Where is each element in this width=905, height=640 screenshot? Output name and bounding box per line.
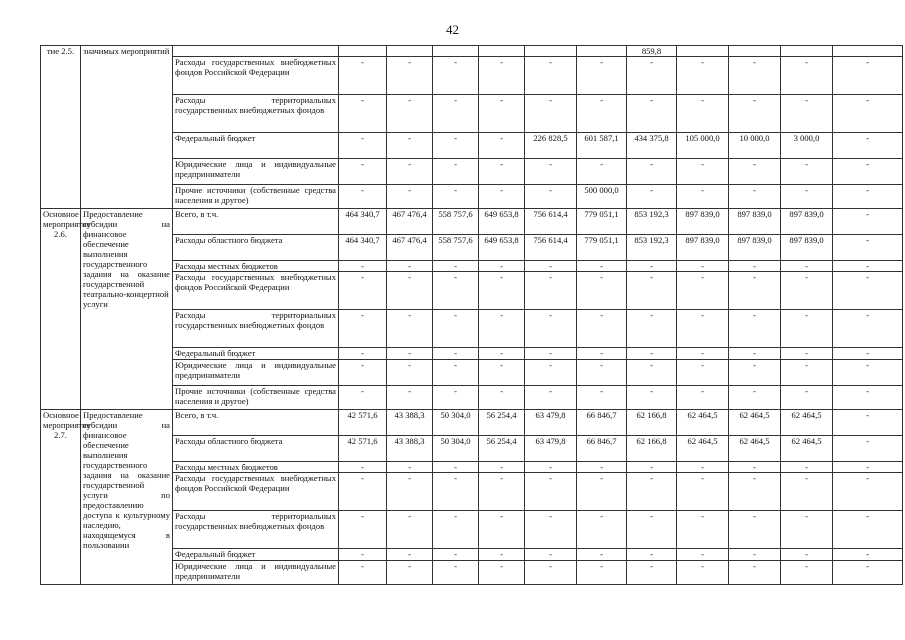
value-cell: -: [781, 95, 833, 133]
value-cell: -: [729, 473, 781, 511]
value-cell: -: [479, 462, 525, 473]
table-row: [41, 410, 903, 436]
value-cell: -: [627, 561, 677, 585]
budget-table: [40, 45, 903, 585]
value-cell: -: [479, 261, 525, 272]
value-cell: 42 571,6: [339, 436, 387, 462]
value-cell: -: [677, 185, 729, 209]
value-cell: -: [781, 549, 833, 561]
value-cell: 66 846,7: [577, 410, 627, 436]
value-cell: -: [677, 561, 729, 585]
value-cell: -: [479, 348, 525, 360]
value-cell: 897 839,0: [677, 235, 729, 261]
value-cell: [781, 46, 833, 57]
value-cell: -: [833, 436, 903, 462]
value-cell: -: [729, 310, 781, 348]
value-cell: -: [833, 462, 903, 473]
value-cell: -: [525, 360, 577, 386]
value-cell: -: [577, 360, 627, 386]
value-cell: -: [433, 386, 479, 410]
value-cell: -: [479, 95, 525, 133]
value-cell: -: [627, 185, 677, 209]
value-cell: -: [433, 462, 479, 473]
value-cell: -: [627, 95, 677, 133]
value-cell: -: [479, 549, 525, 561]
funding-source-label: Расходы территориальных государственных внебюджетных фондов: [173, 511, 339, 549]
value-cell: -: [433, 95, 479, 133]
value-cell: -: [781, 159, 833, 185]
value-cell: 558 757,6: [433, 209, 479, 235]
measure-code: тие 2.5.: [41, 46, 81, 209]
funding-source-label: Расходы государственных внебюджетных фондов Российской Федерации: [173, 57, 339, 95]
value-cell: -: [677, 57, 729, 95]
value-cell: -: [627, 386, 677, 410]
value-cell: [677, 46, 729, 57]
value-cell: -: [339, 511, 387, 549]
value-cell: -: [525, 261, 577, 272]
value-cell: -: [677, 360, 729, 386]
value-cell: -: [479, 57, 525, 95]
value-cell: -: [781, 57, 833, 95]
measure-description: Предоставление субсидии на финансовое обеспечение выполнения государственного задания на оказание государственной театрально-концертной услуги: [81, 209, 173, 410]
value-cell: 43 388,3: [387, 436, 433, 462]
value-cell: -: [781, 462, 833, 473]
funding-source-label: Расходы государственных внебюджетных фондов Российской Федерации: [173, 473, 339, 511]
value-cell: -: [729, 57, 781, 95]
value-cell: -: [781, 261, 833, 272]
value-cell: 601 587,1: [577, 133, 627, 159]
value-cell: 56 254,4: [479, 410, 525, 436]
value-cell: 62 166,8: [627, 436, 677, 462]
value-cell: -: [479, 360, 525, 386]
funding-source-label: Расходы территориальных государственных внебюджетных фондов: [173, 95, 339, 133]
value-cell: 50 304,0: [433, 436, 479, 462]
value-cell: 10 000,0: [729, 133, 781, 159]
value-cell: -: [387, 549, 433, 561]
value-cell: -: [577, 511, 627, 549]
value-cell: 467 476,4: [387, 209, 433, 235]
funding-source-label: Прочие источники (собственные средства населения и другое): [173, 185, 339, 209]
value-cell: 62 464,5: [729, 410, 781, 436]
value-cell: -: [627, 159, 677, 185]
value-cell: -: [833, 185, 903, 209]
value-cell: -: [387, 133, 433, 159]
value-cell: 50 304,0: [433, 410, 479, 436]
value-cell: -: [729, 386, 781, 410]
value-cell: -: [627, 462, 677, 473]
funding-source-label: [173, 46, 339, 57]
value-cell: -: [833, 57, 903, 95]
value-cell: -: [577, 561, 627, 585]
value-cell: -: [433, 549, 479, 561]
value-cell: -: [525, 57, 577, 95]
value-cell: -: [525, 511, 577, 549]
value-cell: -: [387, 159, 433, 185]
value-cell: 853 192,3: [627, 235, 677, 261]
value-cell: -: [339, 462, 387, 473]
value-cell: -: [577, 348, 627, 360]
value-cell: 897 839,0: [781, 209, 833, 235]
value-cell: 859,8: [627, 46, 677, 57]
value-cell: 42 571,6: [339, 410, 387, 436]
value-cell: -: [833, 360, 903, 386]
value-cell: -: [339, 348, 387, 360]
value-cell: -: [433, 310, 479, 348]
value-cell: 756 614,4: [525, 209, 577, 235]
value-cell: -: [387, 272, 433, 310]
value-cell: -: [781, 386, 833, 410]
value-cell: 467 476,4: [387, 235, 433, 261]
value-cell: -: [577, 261, 627, 272]
value-cell: -: [387, 462, 433, 473]
value-cell: 62 166,8: [627, 410, 677, 436]
value-cell: 434 375,8: [627, 133, 677, 159]
value-cell: -: [781, 185, 833, 209]
funding-source-label: Юридические лица и индивидуальные предприниматели: [173, 360, 339, 386]
value-cell: 66 846,7: [577, 436, 627, 462]
value-cell: -: [833, 261, 903, 272]
value-cell: -: [387, 561, 433, 585]
value-cell: -: [525, 272, 577, 310]
value-cell: -: [387, 386, 433, 410]
value-cell: -: [729, 360, 781, 386]
value-cell: 62 464,5: [677, 436, 729, 462]
value-cell: -: [433, 133, 479, 159]
value-cell: [833, 46, 903, 57]
value-cell: 500 000,0: [577, 185, 627, 209]
value-cell: -: [781, 310, 833, 348]
value-cell: -: [677, 272, 729, 310]
value-cell: 649 653,8: [479, 209, 525, 235]
value-cell: -: [387, 261, 433, 272]
value-cell: -: [339, 272, 387, 310]
value-cell: -: [339, 185, 387, 209]
value-cell: -: [339, 310, 387, 348]
value-cell: -: [729, 462, 781, 473]
value-cell: -: [627, 261, 677, 272]
value-cell: -: [577, 159, 627, 185]
value-cell: -: [577, 473, 627, 511]
value-cell: -: [433, 261, 479, 272]
value-cell: -: [339, 473, 387, 511]
value-cell: -: [433, 272, 479, 310]
value-cell: 649 653,8: [479, 235, 525, 261]
value-cell: -: [677, 95, 729, 133]
value-cell: -: [339, 549, 387, 561]
value-cell: -: [627, 549, 677, 561]
value-cell: -: [433, 473, 479, 511]
funding-source-label: Расходы местных бюджетов: [173, 261, 339, 272]
funding-source-label: Всего, в т.ч.: [173, 410, 339, 436]
value-cell: -: [479, 310, 525, 348]
value-cell: -: [479, 272, 525, 310]
funding-source-label: Прочие источники (собственные средства населения и другое): [173, 386, 339, 410]
value-cell: -: [677, 473, 729, 511]
funding-source-label: Юридические лица и индивидуальные предприниматели: [173, 159, 339, 185]
value-cell: -: [479, 561, 525, 585]
value-cell: -: [433, 57, 479, 95]
measure-code: Основное мероприятие 2.6.: [41, 209, 81, 410]
funding-source-label: Расходы областного бюджета: [173, 436, 339, 462]
value-cell: -: [833, 561, 903, 585]
value-cell: -: [525, 310, 577, 348]
value-cell: -: [339, 261, 387, 272]
value-cell: -: [729, 185, 781, 209]
value-cell: -: [525, 561, 577, 585]
value-cell: -: [627, 473, 677, 511]
value-cell: -: [729, 95, 781, 133]
value-cell: -: [781, 272, 833, 310]
funding-source-label: Федеральный бюджет: [173, 348, 339, 360]
value-cell: -: [479, 133, 525, 159]
value-cell: -: [339, 360, 387, 386]
value-cell: -: [833, 95, 903, 133]
value-cell: -: [433, 511, 479, 549]
measure-code: Основное мероприятие 2.7.: [41, 410, 81, 585]
value-cell: -: [833, 473, 903, 511]
value-cell: -: [525, 549, 577, 561]
table-row: [41, 46, 903, 57]
value-cell: -: [729, 272, 781, 310]
value-cell: -: [833, 549, 903, 561]
value-cell: -: [677, 310, 729, 348]
value-cell: 464 340,7: [339, 209, 387, 235]
funding-source-label: Расходы местных бюджетов: [173, 462, 339, 473]
value-cell: 56 254,4: [479, 436, 525, 462]
value-cell: -: [433, 159, 479, 185]
value-cell: -: [729, 159, 781, 185]
value-cell: -: [729, 511, 781, 549]
value-cell: -: [833, 235, 903, 261]
table-body: [41, 46, 903, 585]
value-cell: -: [833, 348, 903, 360]
value-cell: -: [627, 57, 677, 95]
value-cell: -: [627, 511, 677, 549]
value-cell: [729, 46, 781, 57]
value-cell: -: [577, 57, 627, 95]
value-cell: -: [525, 462, 577, 473]
funding-source-label: Расходы государственных внебюджетных фондов Российской Федерации: [173, 272, 339, 310]
value-cell: -: [577, 462, 627, 473]
value-cell: 3 000,0: [781, 133, 833, 159]
value-cell: -: [479, 511, 525, 549]
value-cell: -: [677, 549, 729, 561]
value-cell: [433, 46, 479, 57]
value-cell: -: [387, 310, 433, 348]
measure-description: значимых мероприятий: [81, 46, 173, 209]
funding-source-label: Расходы областного бюджета: [173, 235, 339, 261]
value-cell: -: [627, 272, 677, 310]
value-cell: -: [677, 348, 729, 360]
funding-source-label: Федеральный бюджет: [173, 549, 339, 561]
value-cell: 105 000,0: [677, 133, 729, 159]
value-cell: -: [677, 159, 729, 185]
value-cell: -: [577, 272, 627, 310]
value-cell: -: [677, 386, 729, 410]
value-cell: -: [833, 272, 903, 310]
value-cell: 43 388,3: [387, 410, 433, 436]
funding-source-label: Федеральный бюджет: [173, 133, 339, 159]
value-cell: 62 464,5: [729, 436, 781, 462]
value-cell: -: [387, 57, 433, 95]
value-cell: -: [781, 360, 833, 386]
value-cell: [577, 46, 627, 57]
value-cell: 464 340,7: [339, 235, 387, 261]
value-cell: -: [433, 185, 479, 209]
measure-description: Предоставление субсидии на финансовое обеспечение выполнения государственного задания на оказание государственной услуги по предоставлению доступа к культурному наследию, находящемуся в пользовании: [81, 410, 173, 585]
funding-source-label: Всего, в т.ч.: [173, 209, 339, 235]
value-cell: 897 839,0: [677, 209, 729, 235]
value-cell: -: [833, 386, 903, 410]
value-cell: -: [627, 310, 677, 348]
value-cell: -: [577, 549, 627, 561]
value-cell: -: [833, 159, 903, 185]
value-cell: -: [387, 511, 433, 549]
value-cell: -: [525, 185, 577, 209]
value-cell: -: [781, 511, 833, 549]
value-cell: -: [479, 386, 525, 410]
page-number: 42: [446, 22, 459, 37]
value-cell: 62 464,5: [677, 410, 729, 436]
value-cell: -: [525, 95, 577, 133]
value-cell: 897 839,0: [781, 235, 833, 261]
value-cell: -: [577, 95, 627, 133]
value-cell: 62 464,5: [781, 410, 833, 436]
value-cell: 897 839,0: [729, 209, 781, 235]
value-cell: -: [339, 133, 387, 159]
value-cell: -: [433, 561, 479, 585]
value-cell: 779 051,1: [577, 209, 627, 235]
value-cell: -: [577, 386, 627, 410]
value-cell: -: [677, 462, 729, 473]
value-cell: -: [577, 310, 627, 348]
value-cell: -: [729, 348, 781, 360]
value-cell: [525, 46, 577, 57]
value-cell: -: [677, 261, 729, 272]
value-cell: -: [433, 360, 479, 386]
value-cell: -: [781, 348, 833, 360]
value-cell: -: [339, 95, 387, 133]
value-cell: -: [387, 360, 433, 386]
value-cell: -: [729, 261, 781, 272]
value-cell: -: [339, 159, 387, 185]
value-cell: [387, 46, 433, 57]
value-cell: [479, 46, 525, 57]
value-cell: -: [833, 209, 903, 235]
value-cell: -: [833, 511, 903, 549]
funding-source-label: Расходы территориальных государственных внебюджетных фондов: [173, 310, 339, 348]
value-cell: 756 614,4: [525, 235, 577, 261]
value-cell: -: [387, 185, 433, 209]
value-cell: -: [479, 473, 525, 511]
value-cell: 558 757,6: [433, 235, 479, 261]
value-cell: -: [833, 410, 903, 436]
value-cell: -: [627, 360, 677, 386]
value-cell: -: [729, 561, 781, 585]
table-row: [41, 209, 903, 235]
value-cell: -: [479, 159, 525, 185]
value-cell: -: [833, 310, 903, 348]
funding-source-label: Юридические лица и индивидуальные предприниматели: [173, 561, 339, 585]
value-cell: -: [387, 95, 433, 133]
value-cell: 779 051,1: [577, 235, 627, 261]
value-cell: 62 464,5: [781, 436, 833, 462]
value-cell: -: [525, 159, 577, 185]
value-cell: -: [525, 473, 577, 511]
value-cell: -: [833, 133, 903, 159]
value-cell: 63 479,8: [525, 436, 577, 462]
value-cell: -: [339, 386, 387, 410]
value-cell: 897 839,0: [729, 235, 781, 261]
value-cell: 63 479,8: [525, 410, 577, 436]
value-cell: -: [627, 348, 677, 360]
value-cell: -: [433, 348, 479, 360]
value-cell: -: [677, 511, 729, 549]
value-cell: -: [339, 57, 387, 95]
value-cell: -: [781, 473, 833, 511]
value-cell: 226 828,5: [525, 133, 577, 159]
value-cell: 853 192,3: [627, 209, 677, 235]
value-cell: -: [525, 386, 577, 410]
value-cell: [339, 46, 387, 57]
value-cell: -: [387, 473, 433, 511]
value-cell: -: [339, 561, 387, 585]
value-cell: -: [781, 561, 833, 585]
value-cell: -: [525, 348, 577, 360]
value-cell: -: [729, 549, 781, 561]
value-cell: -: [387, 348, 433, 360]
value-cell: -: [479, 185, 525, 209]
